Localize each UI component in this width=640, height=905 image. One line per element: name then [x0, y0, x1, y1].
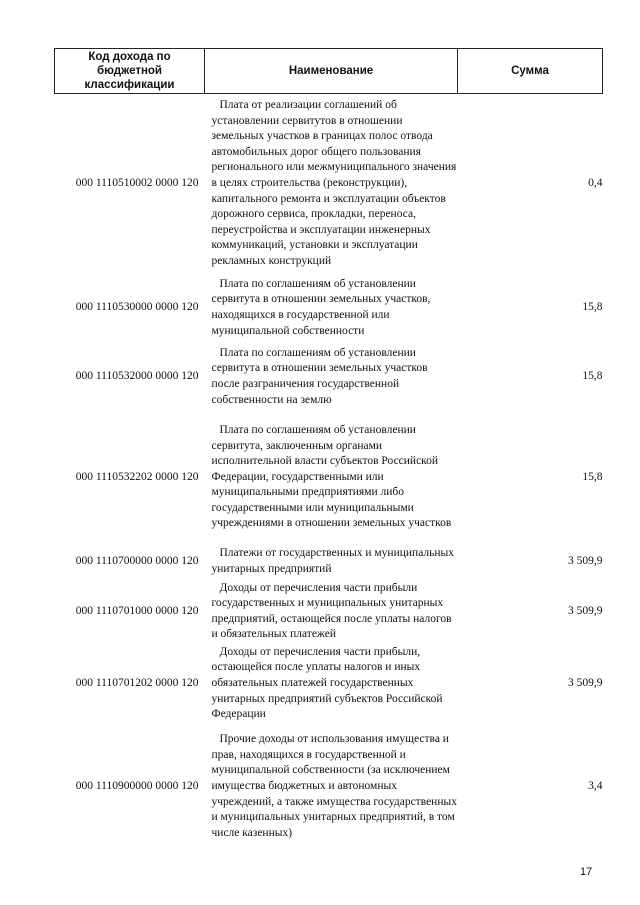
row-code: 000 1110700000 0000 120 — [75, 554, 199, 567]
row-sum: 3 509,9 — [568, 554, 603, 567]
row-code: 000 1110510002 0000 120 — [75, 176, 199, 189]
table-row — [55, 274, 603, 343]
row-sum: 3 509,9 — [568, 604, 603, 617]
table-row — [55, 343, 603, 412]
page-number: 17 — [580, 866, 593, 878]
row-sum: 3 509,9 — [568, 677, 603, 690]
table-row — [55, 544, 603, 580]
table-header — [55, 49, 603, 94]
row-sum: 3,4 — [588, 780, 603, 793]
row-name: Доходы от перечисления части прибыли государственных и муниципальных унитарных предприятий, остающейся после уплаты налогов и обязательных платежей — [211, 581, 452, 641]
row-code: 000 1110532000 0000 120 — [75, 370, 199, 383]
row-code: 000 1110900000 0000 120 — [75, 780, 199, 793]
row-code: 000 1110701000 0000 120 — [75, 604, 199, 617]
table-row — [55, 724, 603, 850]
header-code: Код дохода по бюджетной классификации — [55, 49, 205, 94]
table-row — [55, 644, 603, 724]
row-name: Плата от реализации соглашений об установлении сервитутов в отношении земельных участков в границах полос отвода автомобильных дорог общего пользования регионального или межмуниципального значения в целях строительства (реконструкции), капитального ремонта и эксплуатации объектов дорожного сервиса, прокладки, переноса, переустройства и эксплуатации инженерных коммуникаций, установки и эксплуатации рекламных конструкций — [211, 98, 457, 267]
header-name: Наименование — [205, 49, 458, 94]
row-code: 000 1110701202 0000 120 — [75, 677, 199, 690]
row-sum: 0,4 — [588, 176, 603, 189]
table-row — [55, 580, 603, 644]
row-name: Доходы от перечисления части прибыли, остающейся после уплаты налогов и иных обязательных платежей государственных унитарных предприятий субъектов Российской Федерации — [211, 645, 443, 721]
revenue-table — [54, 48, 603, 850]
row-name: Прочие доходы от использования имущества и прав, находящихся в государственной и муниципальной собственности (за исключением имущества бюджетных и автономных учреждений, а также имущества государственных и муниципальных унитарных предприятий, в том числе казенных) — [211, 733, 457, 839]
row-sum: 15,8 — [582, 470, 603, 483]
row-code: 000 1110532202 0000 120 — [75, 470, 199, 483]
header-sum: Сумма — [458, 49, 603, 94]
table-body — [55, 94, 603, 850]
table-row — [55, 412, 603, 544]
row-name: Плата по соглашениям об установлении сервитута, заключенным органами исполнительной власти субъектов Российской Федерации, государственными или муниципальными предприятиями либо государственными или муниципальными учреждениями в отношении земельных участков — [211, 423, 452, 530]
row-sum: 15,8 — [582, 301, 603, 314]
row-code: 000 1110530000 0000 120 — [75, 301, 199, 314]
table-row — [55, 94, 603, 274]
row-name: Платежи от государственных и муниципальных унитарных предприятий — [211, 546, 455, 575]
row-name: Плата по соглашениям об установлении сервитута в отношении земельных участков после разграничения государственной собственности на землю — [211, 346, 428, 406]
row-name: Плата по соглашениям об установлении сервитута в отношении земельных участков, находящихся в государственной или муниципальной собственности — [211, 277, 431, 337]
row-sum: 15,8 — [582, 370, 603, 383]
